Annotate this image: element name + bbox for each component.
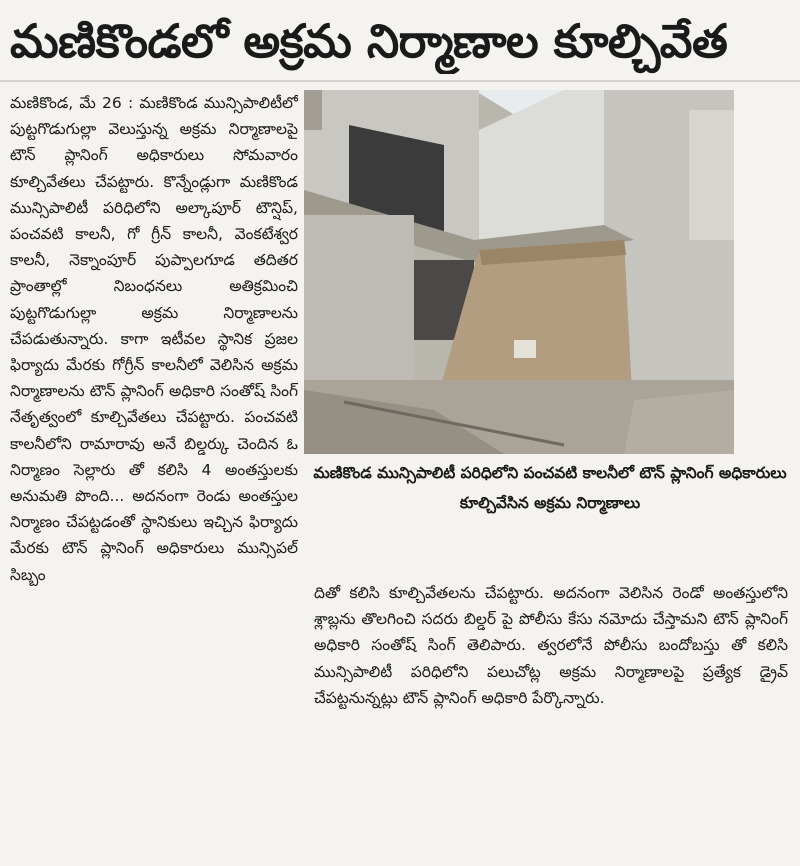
headline-divider: [0, 80, 800, 82]
article-column-right: దితో కలిసి కూల్చివేతలను చేపట్టారు. అదనంగా వెలిసిన రెండో అంతస్తులోని శ్లాబ్లను తొలగించి సదరు బిల్డర్ పై పోలీసు కేసు నమోదు చేస్తామని టౌన్ ప్లానింగ్ అధికారి సంతోష్ సింగ్ తెలిపారు. త్వరలోనే పోలీసు బందోబస్తు తో కలిసి మున్సిపాలిటీ పరిధిలోని పలుచోట్ల అక్రమ నిర్మాణాలపై ప్రత్యేక డ్రైవ్ చేపట్టనున్నట్లు టౌన్ ప్లానింగ్ అధికారి పేర్కొన్నారు.: [314, 584, 788, 707]
demolished-building-illustration: [304, 90, 734, 454]
article-column-left: మణికొండ, మే 26 : మణికొండ మున్సిపాలిటీలో పుట్టగొడుగుల్లా వెలుస్తున్న అక్రమ నిర్మాణాలపై టౌన్ ప్లానింగ్ అధికారులు సోమవారం కూల్చివేతలు చేపట్టారు. కొన్నేండ్లుగా మణికొండ మున్సిపాలిటీ పరిధిలోని అల్కాపూర్ టౌన్షిప్, పంచవటి కాలనీ, గో గ్రీన్ కాలనీ, వెంకటేశ్వర కాలనీ, నెక్నాంపూర్ పుప్పాలగూడ తదితర ప్రాంతాల్లో నిబంధనలు అతిక్రమించి పుట్టగొడుగుల్లా అక్రమ నిర్మాణాలను చేపడుతున్నారు. కాగా ఇటీవల స్థానిక ప్రజల ఫిర్యాదు మేరకు గోగ్రీన్ కాలనీలో వెలిసిన అక్రమ నిర్మాణాలను టౌన్ ప్లానింగ్ అధికారి సంతోష్ సింగ్ నేతృత్వంలో కూల్చివేతలు చేపట్టారు. పంచవటి కాలనీలోని రామారావు అనే బిల్డర్కు చెందిన ఓ నిర్మాణం సెల్లారు తో కలిసి 4 అంతస్తులకు అనుమతి పొంది... అదనంగా రెండు అంతస్తుల నిర్మాణం చేపట్టడంతో స్థానికులు ఇచ్చిన ఫిర్యాదు మేరకు టౌన్ ప్లానింగ్ అధికారులు మున్సిపల్ సిబ్బం: [10, 94, 298, 584]
photo-caption: మణికొండ మున్సిపాలిటీ పరిధిలోని పంచవటి కాలనీలో టౌన్ ప్లానింగ్ అధికారులు కూల్చివేసిన అక్రమ నిర్మాణాలు: [313, 464, 787, 512]
headline: మణికొండలో అక్రమ నిర్మాణాల కూల్చివేత: [10, 14, 728, 68]
demolition-photo: [304, 90, 734, 454]
